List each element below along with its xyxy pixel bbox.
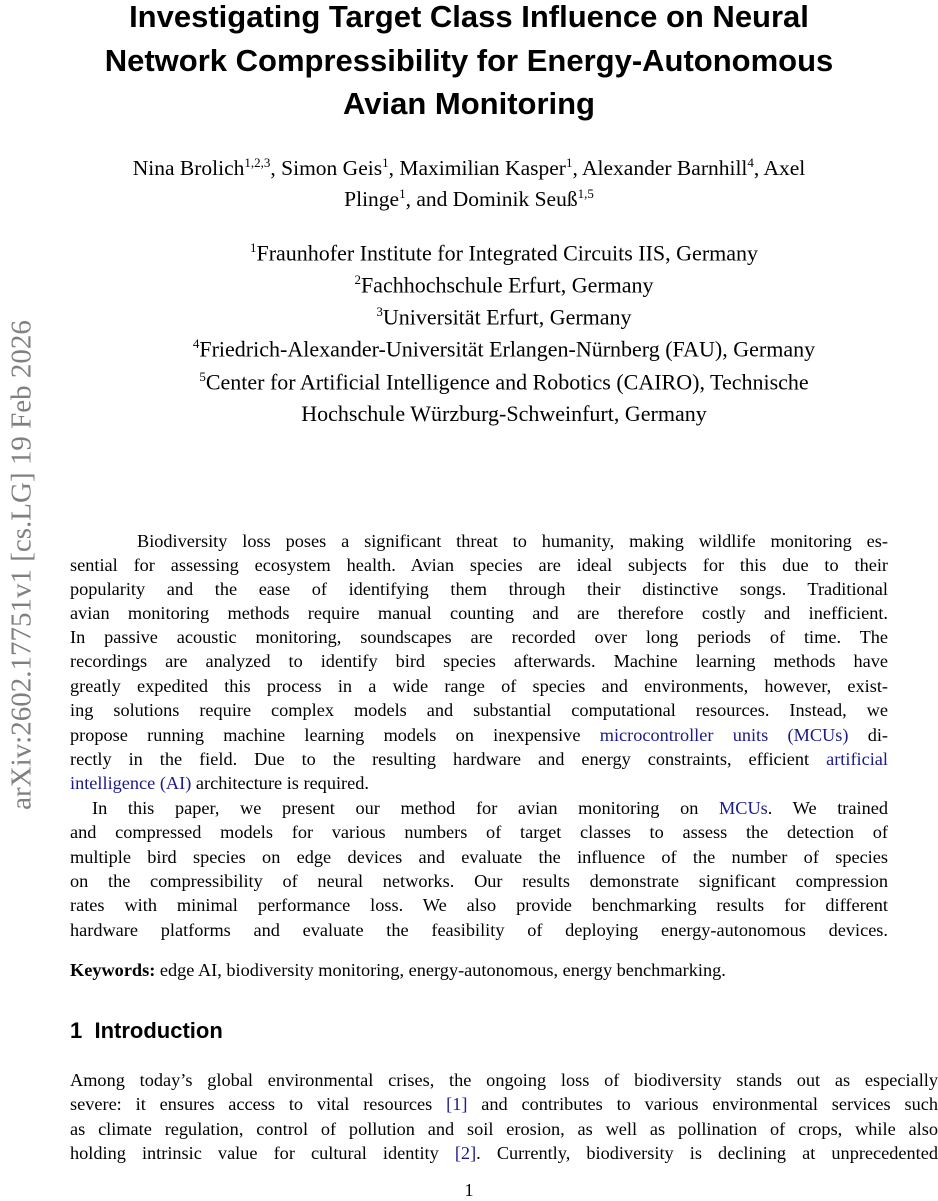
citation-link[interactable]: [1] <box>446 1094 468 1114</box>
page-number: 1 <box>464 1180 474 1200</box>
affiliation <box>35 369 938 395</box>
abstract-line: rates with minimal performance loss. We also provide benchmarking results for different <box>70 895 888 915</box>
affiliation-sup: 4 <box>192 336 200 351</box>
text: . We trained <box>767 798 888 818</box>
affiliation-text: Center for Artificial Intelligence and Robotics (CAIRO), Technische <box>205 369 809 395</box>
keywords-label: Keywords: <box>70 960 156 980</box>
abstract-line: sential for assessing ecosystem health. Avian species are ideal subjects for this due to their <box>70 555 888 575</box>
affiliation-sup: 2 <box>354 272 361 287</box>
paper-title-line: Network Compressibility for Energy-Autonomous <box>104 43 834 78</box>
abstract-line: In passive acoustic monitoring, soundscapes are recorded over long periods of time. The <box>70 627 888 647</box>
paper-title-line: Investigating Target Class Influence on Neural <box>129 0 809 34</box>
author: , and Dominik Seuß <box>405 187 578 212</box>
section-number: 1 <box>70 1018 83 1043</box>
abstract-line <box>70 771 369 795</box>
author-sup: 4 <box>747 155 754 170</box>
text: . Currently, biodiversity is declining at unprecedented <box>476 1143 938 1163</box>
abstract-line: Biodiversity loss poses a significant threat to humanity, making wildlife monitoring es- <box>137 531 888 551</box>
author: , Maximilian Kasper <box>388 156 566 181</box>
author-sup: 1,5 <box>577 186 594 201</box>
affiliation <box>35 401 938 427</box>
abstract-line: greatly expedited this process in a wide range of species and environments, however, exist- <box>70 676 888 696</box>
keywords-text: edge AI, biodiversity monitoring, energy-autonomous, energy benchmarking. <box>155 960 726 980</box>
affiliation <box>35 336 938 362</box>
affiliation-text: Fraunhofer Institute for Integrated Circuits IIS, Germany <box>256 240 759 266</box>
author: Nina Brolich <box>132 156 245 181</box>
citation-link[interactable]: [2] <box>454 1143 477 1163</box>
author-sup: 1,2,3 <box>244 155 271 170</box>
abstract-line: popularity and the ease of identifying them through their distinctive songs. Traditional <box>70 579 888 599</box>
author-sup: 1 <box>382 155 389 170</box>
author: , Axel <box>753 156 806 181</box>
intro-line: Among today’s global environmental crises, the ongoing loss of biodiversity stands out as especially <box>70 1070 938 1090</box>
abstract-line: recordings are analyzed to identify bird species afterwards. Machine learning methods have <box>70 651 888 671</box>
abstract-line <box>70 747 888 771</box>
text: rectly in the field. Due to the resulting hardware and energy constraints, efficient <box>70 749 827 769</box>
authors-line-2 <box>0 186 938 212</box>
affiliation-text: Universität Erfurt, Germany <box>382 304 632 330</box>
arxiv-stamp: arXiv:2602.17751v1 [cs.LG] 19 Feb 2026 <box>5 320 38 810</box>
acronym-link-ai[interactable]: artificial <box>826 749 888 769</box>
author-sup: 1 <box>565 155 573 170</box>
intro-line <box>70 1092 938 1116</box>
affiliation <box>35 240 938 266</box>
text: severe: it ensures access to vital resources <box>70 1094 447 1114</box>
affiliation-text: Hochschule Würzburg-Schweinfurt, Germany <box>301 401 707 426</box>
acronym-link-mcus[interactable]: MCUs <box>719 798 768 818</box>
affiliation-sup: 5 <box>199 369 206 384</box>
text: di- <box>848 725 888 745</box>
section-heading <box>70 1018 223 1044</box>
text: architecture is required. <box>191 773 369 793</box>
text: holding intrinsic value for cultural identity <box>70 1143 455 1163</box>
affiliation-text: Friedrich-Alexander-Universität Erlangen-Nürnberg (FAU), Germany <box>199 336 816 362</box>
keywords <box>70 958 726 982</box>
acronym-link-mcu[interactable]: microcontroller units (MCUs) <box>599 725 849 745</box>
authors-line-1 <box>0 155 938 181</box>
acronym-link-ai[interactable]: intelligence (AI) <box>70 773 192 793</box>
affiliation <box>35 304 938 330</box>
affiliation <box>35 272 938 298</box>
abstract-line: hardware platforms and evaluate the feasibility of deploying energy-autonomous devices. <box>70 920 888 940</box>
author: Plinge <box>344 187 400 212</box>
affiliation-sup: 3 <box>376 304 383 319</box>
author: , Simon Geis <box>270 156 383 181</box>
author-sup: 1 <box>399 186 406 201</box>
text: In this paper, we present our method for avian monitoring on <box>92 798 720 818</box>
abstract-line: ing solutions require complex models and substantial computational resources. Instead, we <box>70 700 888 720</box>
intro-line: as climate regulation, control of pollution and soil erosion, as well as pollination of crops, while also <box>70 1119 938 1139</box>
affiliation-text: Fachhochschule Erfurt, Germany <box>360 272 654 298</box>
abstract-line: avian monitoring methods require manual counting and are therefore costly and inefficient. <box>70 603 888 623</box>
abstract-line: on the compressibility of neural networks. Our results demonstrate significant compression <box>70 871 888 891</box>
author: , Alexander Barnhill <box>572 156 748 181</box>
text: propose running machine learning models on inexpensive <box>70 725 600 745</box>
section-title: Introduction <box>94 1018 223 1043</box>
abstract-line: multiple bird species on edge devices and evaluate the influence of the number of species <box>70 847 888 867</box>
intro-line <box>70 1141 938 1165</box>
affiliation-sup: 1 <box>249 240 257 255</box>
paper-title-line: Avian Monitoring <box>343 86 595 121</box>
abstract-line <box>92 796 888 820</box>
text: and contributes to various environmental services such <box>467 1094 938 1114</box>
abstract-line: and compressed models for various numbers of target classes to assess the detection of <box>70 822 888 842</box>
abstract-line <box>70 723 888 747</box>
